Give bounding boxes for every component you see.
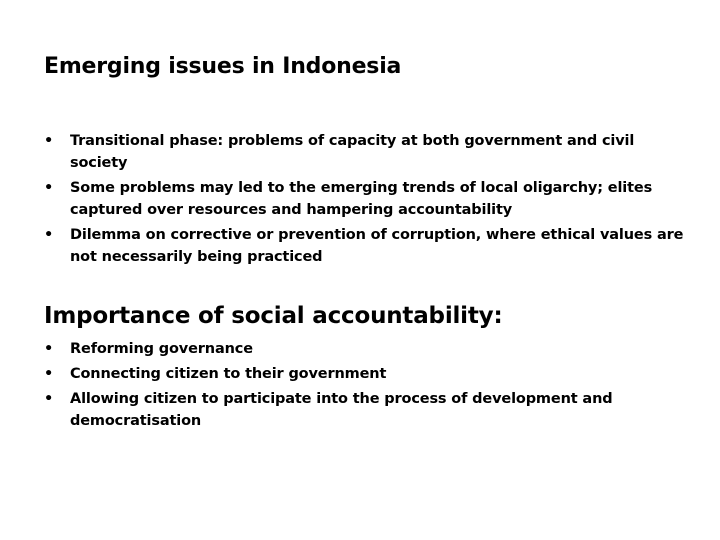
list-item [44, 177, 684, 221]
list-item [44, 388, 684, 432]
list-item-text: Some problems may led to the emerging trends of local oligarchy; elites captured over resources and hampering accountability [70, 180, 653, 218]
list-item-text: Dilemma on corrective or prevention of corruption, where ethical values are not necessarily being practiced [70, 227, 684, 265]
section-title-emerging-issues: Emerging issues in Indonesia [44, 54, 402, 79]
bullet-icon: • [44, 180, 54, 196]
section-title-social-accountability: Importance of social accountability: [44, 303, 503, 329]
list-item [44, 224, 684, 268]
bullet-icon: • [44, 391, 54, 407]
list-item [44, 338, 684, 360]
list-item [44, 130, 684, 174]
list-item-text: Transitional phase: problems of capacity at both government and civil society [70, 133, 635, 171]
emerging-issues-list [44, 130, 684, 271]
list-item-text: Allowing citizen to participate into the process of development and democratisation [70, 391, 613, 429]
list-item-text: Connecting citizen to their government [70, 366, 387, 382]
social-accountability-list [44, 338, 684, 435]
bullet-icon: • [44, 133, 54, 149]
bullet-icon: • [44, 341, 54, 357]
bullet-icon: • [44, 366, 54, 382]
list-item-text: Reforming governance [70, 341, 253, 357]
bullet-icon: • [44, 227, 54, 243]
list-item [44, 363, 684, 385]
